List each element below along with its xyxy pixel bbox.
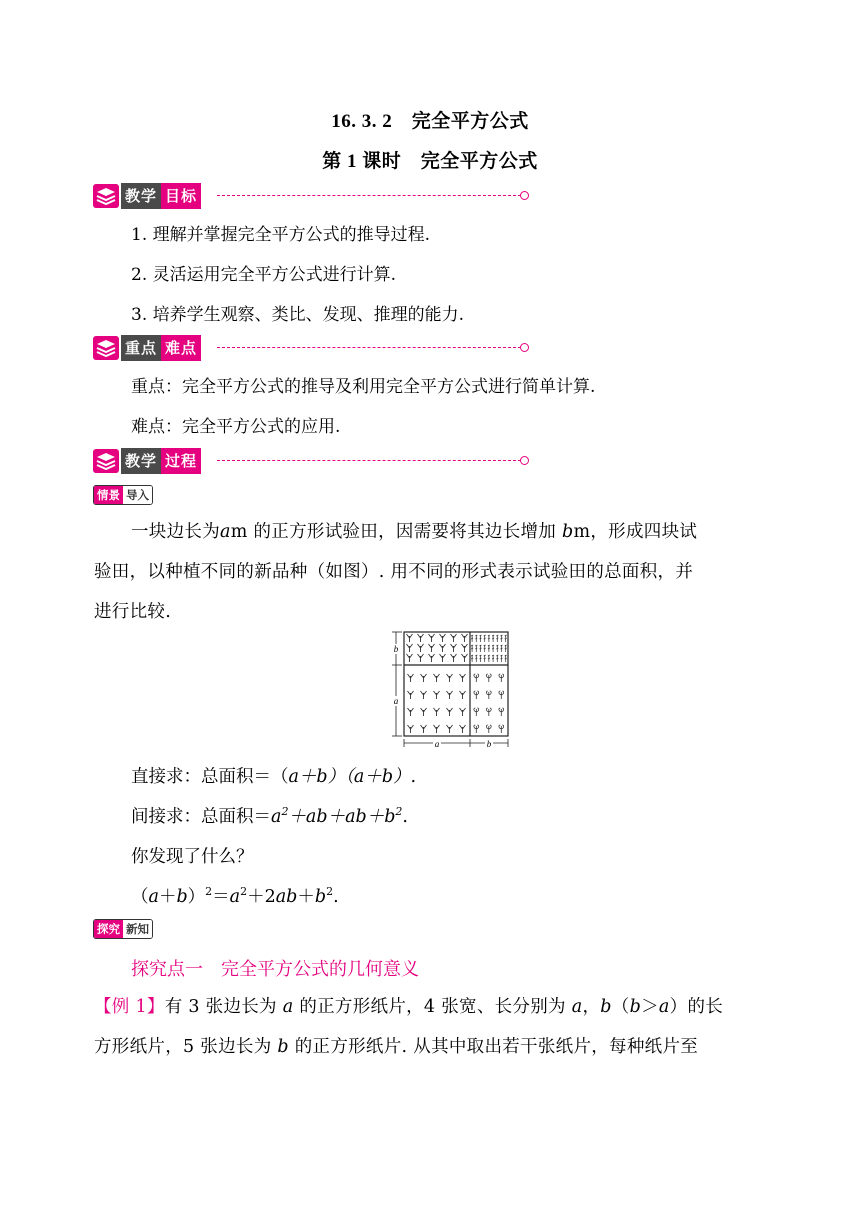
book-icon	[93, 184, 119, 208]
intro-line-2: 验田，以种植不同的新品种（如图）. 用不同的形式表示试验田的总面积，并	[94, 562, 694, 582]
result-formula: $(a+b)^2=a^2+2ab+b^2$.	[131, 885, 339, 907]
formula: $a^2+ab+ab+b^2$	[271, 805, 403, 827]
book-icon	[93, 336, 119, 360]
text-run: m，形成四块试	[573, 522, 698, 542]
section-label-pink: 难点	[161, 335, 201, 361]
tag-scenario-intro	[93, 485, 153, 505]
text-run: 有 3 张边长为	[164, 997, 283, 1017]
key-point: 重点：完全平方公式的推导及利用完全平方公式进行简单计算.	[131, 377, 596, 397]
section-label-pink: 过程	[161, 448, 201, 474]
difficult-point: 难点：完全平方公式的应用.	[131, 417, 341, 437]
goal-item-3: 3. 培养学生观察、类比、发现、推理的能力.	[131, 305, 465, 325]
section-label-pink: 目标	[161, 183, 201, 209]
text-run: 直接求：总面积＝（	[131, 767, 289, 787]
text-run: ，	[582, 997, 601, 1017]
var-b: b	[561, 522, 574, 542]
label-b-left: b	[393, 644, 399, 654]
text-run: （	[611, 997, 630, 1017]
text-run: ）的长	[669, 997, 724, 1017]
intro-line-3: 进行比较.	[94, 602, 172, 622]
section-header-process	[93, 448, 533, 474]
text-run: 方形纸片，5 张边长为	[94, 1037, 278, 1057]
section-header-keypoints	[93, 335, 533, 361]
question: 你发现了什么？	[131, 847, 254, 867]
var-a: a	[220, 522, 231, 542]
divider-end-dot	[520, 456, 529, 465]
tag-part-b: 新知	[123, 920, 152, 938]
section-header-goals	[93, 183, 533, 209]
goal-item-2: 2. 灵活运用完全平方公式进行计算.	[131, 265, 397, 285]
section-label-dark: 教学	[121, 448, 161, 474]
tag-explore	[93, 919, 153, 939]
indirect-calc: 间接求：总面积$=a^2+ab+ab+b^2$.	[131, 805, 408, 827]
explore-point-title: 探究点一 完全平方公式的几何意义	[131, 959, 419, 980]
example-line-2: 方形纸片，5 张边长为 b 的正方形纸片. 从其中取出若干张纸片，每种纸片至	[94, 1037, 699, 1057]
formula: a＋b）（a＋b）.	[288, 767, 417, 787]
section-label-dark: 重点	[121, 335, 161, 361]
label-a-left: a	[393, 696, 399, 706]
dashed-divider	[217, 195, 521, 196]
text-run: 间接求：总面积＝	[131, 807, 271, 827]
label-b-bottom: b	[486, 739, 492, 749]
dashed-divider	[217, 347, 521, 348]
intro-line-1	[131, 518, 807, 543]
text-run: 的正方形纸片. 从其中取出若干张纸片，每种纸片至	[288, 1037, 699, 1057]
tag-part-a: 探究	[94, 920, 123, 938]
label-a-bottom: a	[434, 739, 440, 749]
direct-calc	[131, 763, 416, 788]
book-icon	[93, 449, 119, 473]
text-run: ＞	[641, 997, 659, 1017]
example-line-1: 【例 1】有 3 张边长为 a 的正方形纸片，4 张宽、长分别为 a，b（b＞a）的长	[94, 997, 724, 1017]
tag-part-b: 导入	[123, 486, 152, 504]
section-title: 16. 3. 2 完全平方公式	[331, 111, 529, 132]
text-run: 一块边长为	[131, 522, 220, 542]
divider-end-dot	[520, 343, 529, 352]
text-run: 的正方形纸片，4 张宽、长分别为	[293, 997, 572, 1017]
dashed-divider	[217, 460, 521, 461]
lesson-title: 第 1 课时 完全平方公式	[322, 151, 538, 172]
tag-part-a: 情景	[94, 486, 123, 504]
divider-end-dot	[520, 191, 529, 200]
example-label: 【例 1】	[94, 997, 165, 1017]
goal-item-1: 1. 理解并掌握完全平方公式的推导过程.	[131, 225, 431, 245]
section-label-dark: 教学	[121, 183, 161, 209]
field-diagram	[388, 630, 512, 750]
text-run: m 的正方形试验田，因需要将其边长增加	[230, 522, 562, 542]
